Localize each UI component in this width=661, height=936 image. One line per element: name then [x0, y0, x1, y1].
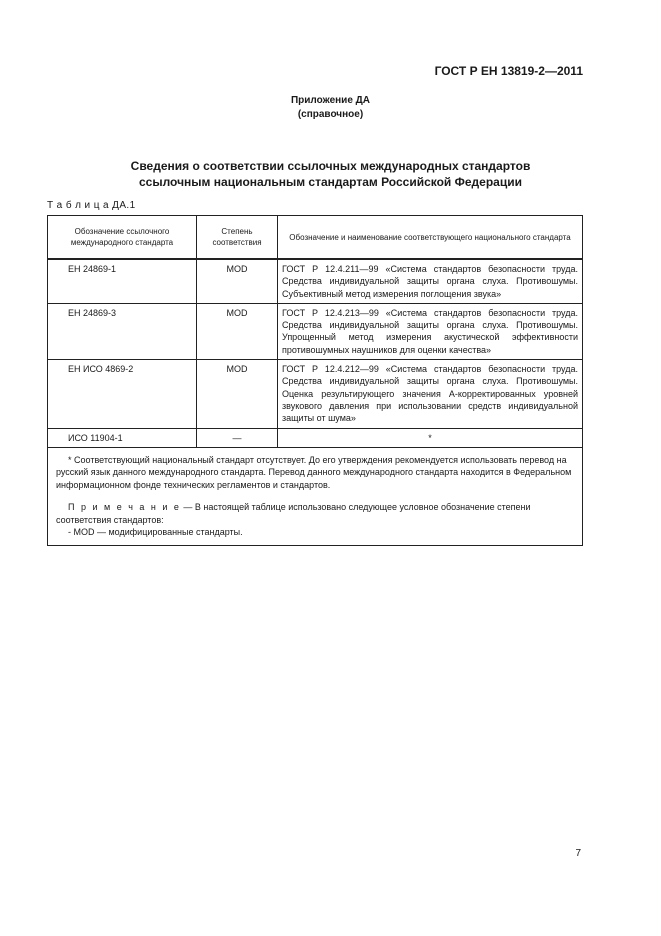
section-title-line2: ссылочным национальным стандартам Российской Федерации [139, 175, 522, 189]
column-header-national: Обозначение и наименование соответствующего национального стандарта [278, 216, 583, 260]
intl-standard-cell: ЕН 24869-1 [48, 259, 197, 303]
note-text: — В настоящей таблице использовано следующее условное обозначение степени соответствия стандартов: [56, 502, 531, 525]
intl-standard-cell: ЕН 24869-3 [48, 303, 197, 359]
page-number: 7 [575, 848, 581, 859]
appendix-heading [0, 94, 661, 122]
table-row [48, 428, 583, 447]
table-footer [48, 447, 583, 545]
degree-cell: MOD [197, 259, 278, 303]
table-row [48, 259, 583, 303]
appendix-subtitle: (справочное) [297, 109, 364, 120]
table-note [56, 501, 574, 526]
column-header-degree: Степень соответствия [197, 216, 278, 260]
degree-cell: MOD [197, 360, 278, 428]
table-footnote: * Соответствующий национальный стандарт отсутствует. До его утверждения рекомендуется использовать перевод на русский язык данного международного стандарта. Перевод данного международного стандарта находится в Федеральном информационном фонде технических регламентов и стандартов. [56, 454, 572, 490]
national-standard-cell: ГОСТ Р 12.4.212—99 «Система стандартов безопасности труда. Средства индивидуальной защиты органа слуха. Противошумы. Оценка результирующего значения A-корректированных уровней звукового давления при использовании средств индивидуальной защиты от шума» [278, 360, 583, 428]
table-caption: Т а б л и ц а ДА.1 [47, 200, 136, 211]
correspondence-table [47, 215, 583, 546]
table-footer-row [48, 447, 583, 545]
table-row [48, 303, 583, 359]
column-header-intl: Обозначение ссылочного международного стандарта [48, 216, 197, 260]
degree-cell: MOD [197, 303, 278, 359]
appendix-title: Приложение ДА [290, 95, 371, 106]
section-title [0, 158, 661, 190]
note-item: - MOD — модифицированные стандарты. [68, 527, 243, 538]
intl-standard-cell: ИСО 11904-1 [48, 428, 197, 447]
document-code: ГОСТ Р ЕН 13819-2—2011 [434, 64, 583, 78]
national-standard-cell: * [278, 428, 583, 447]
degree-cell: — [197, 428, 278, 447]
table-row [48, 360, 583, 428]
intl-standard-cell: ЕН ИСО 4869-2 [48, 360, 197, 428]
national-standard-cell: ГОСТ Р 12.4.213—99 «Система стандартов безопасности труда. Средства индивидуальной защиты органа слуха. Противошумы. Упрощенный метод измерения акустической эффективности противошумных наушников для оценки качества» [278, 303, 583, 359]
note-label: П р и м е ч а н и е [68, 502, 181, 513]
national-standard-cell: ГОСТ Р 12.4.211—99 «Система стандартов безопасности труда. Средства индивидуальной защиты органа слуха. Противошумы. Субъективный метод измерения поглощения звука» [278, 259, 583, 303]
section-title-line1: Сведения о соответствии ссылочных международных стандартов [130, 159, 531, 173]
